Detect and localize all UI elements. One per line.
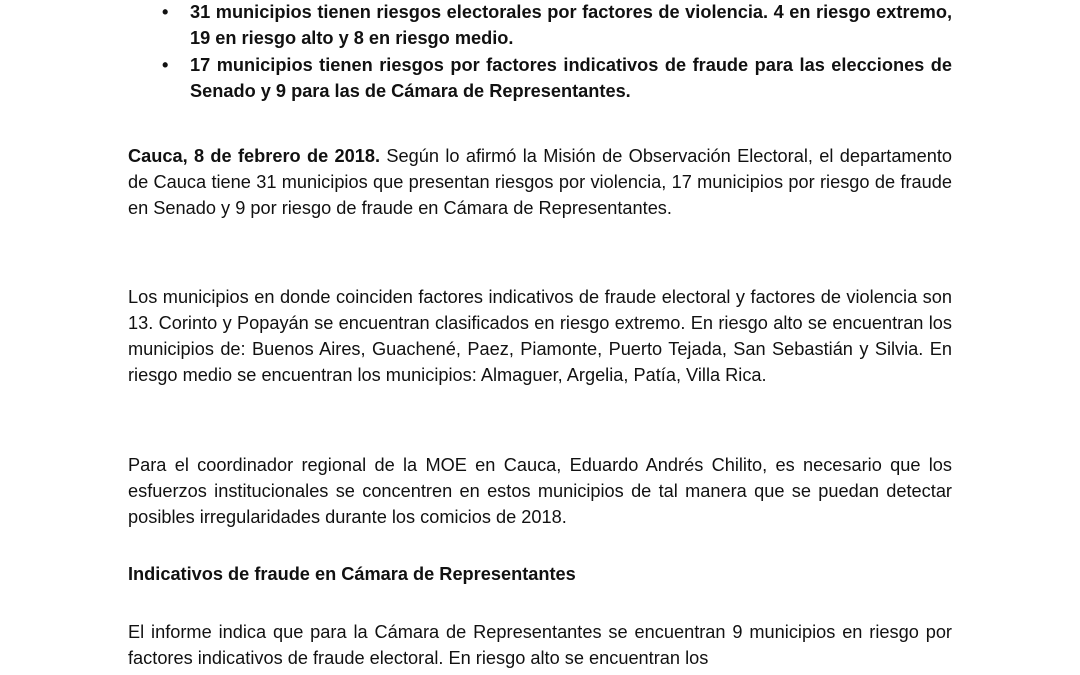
bullet-item xyxy=(128,0,952,51)
bullet-text: 17 municipios tienen riesgos por factores indicativos de fraude para las elecciones de Senado y 9 para las de Cámara de Representantes. xyxy=(190,55,952,101)
coordinator-paragraph: Para el coordinador regional de la MOE en Cauca, Eduardo Andrés Chilito, es necesario que los esfuerzos institucionales se concentren en estos municipios de tal manera que se puedan detectar posibles irregularidades durante los comicios de 2018. xyxy=(128,455,952,527)
bullet-dot-icon: • xyxy=(162,2,169,22)
bullet-dot-icon: • xyxy=(162,55,169,75)
intro-paragraph xyxy=(128,143,952,221)
summary-bullet-list xyxy=(128,0,952,105)
report-paragraph: El informe indica que para la Cámara de Representantes se encuentran 9 municipios en riesgo por factores indicativos de fraude electoral. En riesgo alto se encuentran los xyxy=(128,622,952,668)
municipalities-paragraph: Los municipios en donde coinciden factores indicativos de fraude electoral y factores de violencia son 13. Corinto y Popayán se encuentran clasificados en riesgo extremo. En riesgo alto se encuentran los municipios de: Buenos Aires, Guachené, Paez, Piamonte, Puerto Tejada, San Sebastián y Silvia. En riesgo medio se encuentran los municipios: Almaguer, Argelia, Patía, Villa Rica. xyxy=(128,287,952,385)
section-heading: Indicativos de fraude en Cámara de Representantes xyxy=(128,564,576,584)
intro-text: Según lo afirmó la Misión de Observación Electoral, el departamento de Cauca tiene 31 municipios que presentan riesgos por violencia, 17 municipios por riesgo de fraude en Senado y 9 por riesgo de fraude en Cámara de Representantes. xyxy=(128,146,952,218)
bullet-text: 31 municipios tienen riesgos electorales por factores de violencia. 4 en riesgo extremo, 19 en riesgo alto y 8 en riesgo medio. xyxy=(190,2,952,48)
dateline: Cauca, 8 de febrero de 2018. xyxy=(128,146,381,166)
bullet-item xyxy=(128,52,952,104)
